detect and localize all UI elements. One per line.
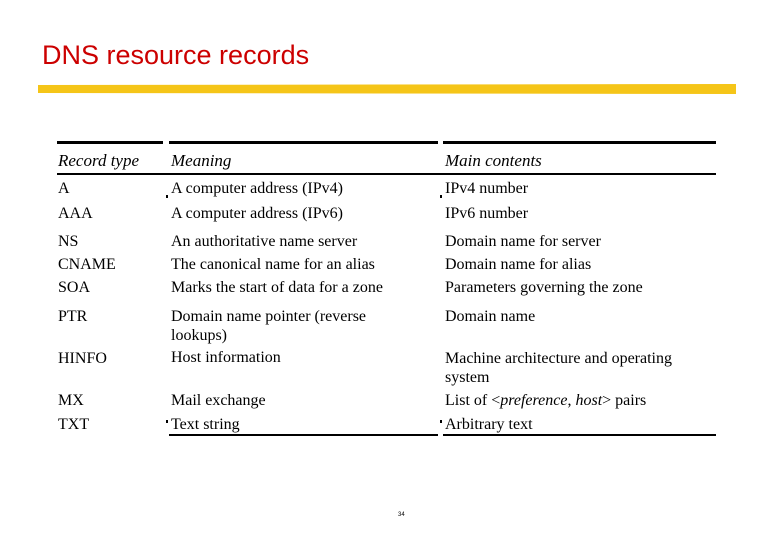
mx-contents-separator: ,	[567, 392, 576, 409]
mx-contents-suffix: > pairs	[602, 392, 647, 409]
table-top-rule-col1	[57, 141, 163, 144]
table-row-contents-continued: system	[445, 369, 490, 386]
table-row-contents: Arbitrary text	[445, 416, 533, 433]
mx-contents-host: host	[575, 392, 603, 409]
table-row-contents: Domain name for alias	[445, 256, 592, 273]
table-row-meaning: Host information	[171, 349, 281, 366]
column-separator-mark	[440, 420, 442, 423]
table-row-contents	[445, 390, 646, 411]
slide-title: DNS resource records	[42, 40, 310, 70]
table-row-type: PTR	[58, 308, 88, 325]
column-separator-mark	[166, 195, 168, 198]
mx-contents-prefix: List of <	[445, 392, 501, 409]
header-record-type: Record type	[58, 151, 140, 170]
table-row-contents: Domain name	[445, 308, 536, 325]
table-row-meaning-continued: lookups)	[171, 327, 227, 344]
table-row-meaning: Text string	[171, 416, 240, 433]
table-row-type: AAA	[58, 205, 93, 222]
table-row-meaning: An authoritative name server	[171, 233, 358, 250]
table-row-contents: Machine architecture and operating	[445, 350, 672, 367]
table-row-meaning: Marks the start of data for a zone	[171, 279, 383, 296]
column-separator-mark	[166, 420, 168, 423]
table-row-type: CNAME	[58, 256, 116, 273]
mx-contents-preference: preference	[500, 392, 568, 409]
table-row-type: HINFO	[58, 350, 107, 367]
table-row-meaning: Domain name pointer (reverse	[171, 308, 367, 325]
table-row-meaning: The canonical name for an alias	[171, 256, 375, 273]
table-top-rule-col2	[169, 141, 438, 144]
table-row-contents: IPv4 number	[445, 180, 529, 197]
header-main-contents: Main contents	[445, 151, 542, 170]
table-row-meaning: Mail exchange	[171, 392, 266, 409]
table-row-type: SOA	[58, 279, 91, 296]
page-number: 34	[398, 512, 405, 518]
table-row-type: NS	[58, 233, 79, 250]
table-bottom-rule-col3	[443, 434, 716, 436]
table-row-meaning: A computer address (IPv4)	[171, 180, 343, 197]
title-underline-bar	[38, 84, 736, 94]
table-row-type: MX	[58, 392, 84, 409]
header-meaning: Meaning	[171, 151, 232, 170]
table-row-type: A	[58, 180, 70, 197]
table-row-type: TXT	[58, 416, 90, 433]
column-separator-mark	[440, 195, 442, 198]
table-row-contents: Parameters governing the zone	[445, 279, 643, 296]
table-bottom-rule-col2	[169, 434, 438, 436]
table-row-contents: IPv6 number	[445, 205, 529, 222]
table-row-meaning: A computer address (IPv6)	[171, 205, 343, 222]
table-row-contents: Domain name for server	[445, 233, 601, 250]
header-bottom-rule	[57, 173, 716, 175]
table-top-rule-col3	[443, 141, 716, 144]
